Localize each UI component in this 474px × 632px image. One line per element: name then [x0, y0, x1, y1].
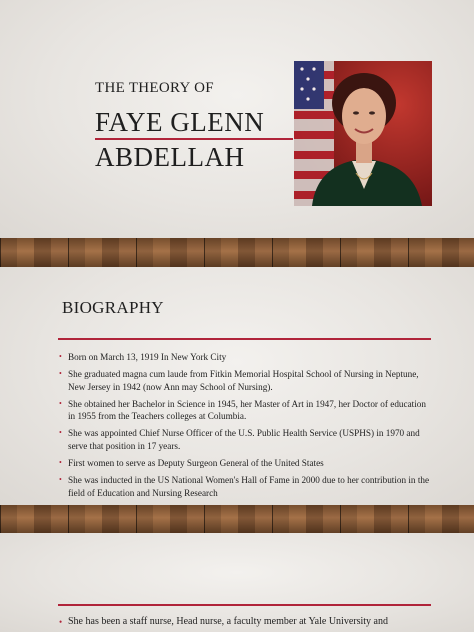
biography-bullet: • She graduated magna cum laude from Fitkin Memorial Hospital School of Nursing in Neptune, New Jersey in 1942 (now Ann may School of Nursing).: [58, 368, 430, 393]
portrait-photo: [294, 61, 432, 206]
biography-bullet: • She was appointed Chief Nurse Officer of the U.S. Public Health Service (USPHS) in 1970 and serve that position in 17 years.: [58, 427, 430, 452]
biography-bullet: • She was inducted in the US National Women's Hall of Fame in 2000 due to her contribution in the field of Education and Nursing Research: [58, 474, 430, 499]
title-slide: [0, 0, 474, 238]
theory-of-heading: THE THEORY OF: [95, 80, 214, 96]
name-line-2: ABDELLAH: [95, 142, 245, 172]
biography-title: BIOGRAPHY: [62, 298, 164, 317]
biography-bullet: • She obtained her Bachelor in Science in 1945, her Master of Art in 1947, her Doctor of education in 1955 from the Teachers colleges at Columbia.: [58, 398, 430, 423]
career-divider: [58, 604, 431, 606]
title-divider: [95, 138, 293, 140]
biography-bullet-list: [58, 351, 430, 504]
name-line-1: FAYE GLENN: [95, 107, 265, 137]
wood-floor-band: [0, 505, 474, 533]
wood-floor-band: [0, 238, 474, 267]
biography-divider: [58, 338, 431, 340]
career-bullet: • She has been a staff nurse, Head nurse, a faculty member at Yale University and: [58, 616, 440, 628]
biography-bullet: • First women to serve as Deputy Surgeon General of the United States: [58, 457, 430, 470]
biography-bullet: • Born on March 13, 1919 In New York City: [58, 351, 430, 364]
